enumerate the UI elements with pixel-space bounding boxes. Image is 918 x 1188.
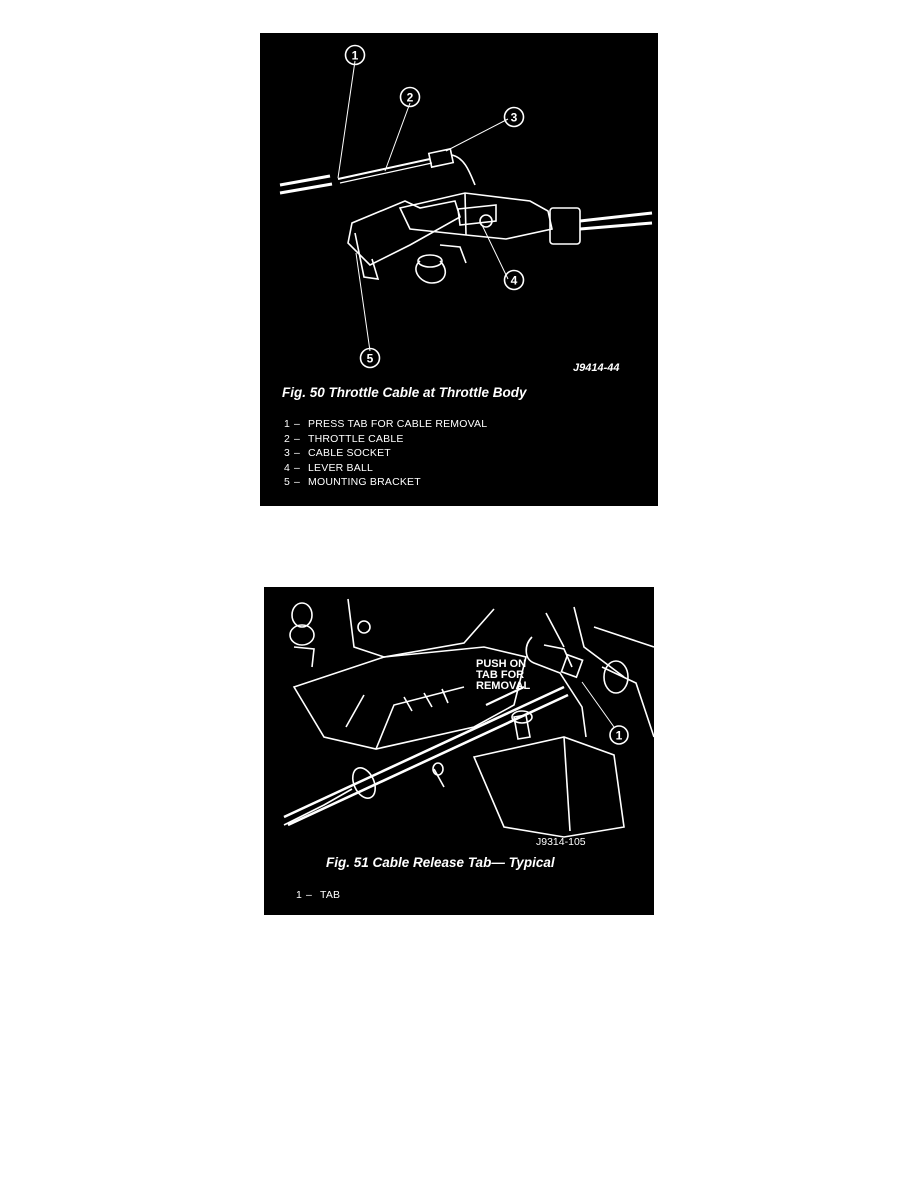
callout-2: 2 xyxy=(406,90,414,105)
legend-text: THROTTLE CABLE xyxy=(308,432,404,445)
figure-50-legend xyxy=(284,417,487,490)
callout-4: 4 xyxy=(510,273,518,288)
legend-number: 1 xyxy=(296,889,303,901)
throttle-body-illustration xyxy=(260,33,658,373)
legend-number: 2 xyxy=(284,432,291,445)
legend-dash: – xyxy=(294,432,301,445)
legend-number: 1 xyxy=(284,418,291,430)
callout-1: 1 xyxy=(351,48,359,63)
legend-dash: – xyxy=(294,461,301,474)
figure-50-panel xyxy=(260,33,658,506)
legend-dash: – xyxy=(294,418,301,430)
push-tab-label-line-2: TAB FOR xyxy=(476,669,525,681)
legend-text: TAB xyxy=(320,889,341,901)
figure-51-caption: Fig. 51 Cable Release Tab— Typical xyxy=(326,855,555,870)
legend-dash: – xyxy=(294,447,301,460)
legend-item xyxy=(284,446,487,461)
figure-reference-code: J9414-44 xyxy=(573,362,620,373)
push-tab-label-line-3: REMOVAL xyxy=(476,680,531,692)
callout-5: 5 xyxy=(366,351,374,366)
legend-item xyxy=(284,432,487,447)
legend-text: LEVER BALL xyxy=(308,461,374,474)
legend-dash: – xyxy=(306,889,313,901)
push-tab-label-line-1: PUSH ON xyxy=(476,658,527,670)
callout-3: 3 xyxy=(510,110,518,125)
legend-number: 4 xyxy=(284,461,291,474)
cable-release-tab-illustration xyxy=(264,587,654,852)
figure-reference-code: J9314-105 xyxy=(536,836,586,848)
legend-item xyxy=(284,417,487,432)
legend-text: MOUNTING BRACKET xyxy=(308,476,421,489)
legend-item xyxy=(296,888,340,903)
legend-dash: – xyxy=(294,476,301,489)
legend-text: PRESS TAB FOR CABLE REMOVAL xyxy=(308,418,488,430)
legend-number: 3 xyxy=(284,447,291,460)
legend-number: 5 xyxy=(284,476,291,489)
legend-item xyxy=(284,461,487,476)
legend-text: CABLE SOCKET xyxy=(308,447,391,460)
figure-51-panel xyxy=(264,587,654,915)
callout-1: 1 xyxy=(615,728,623,743)
legend-item xyxy=(284,475,487,490)
figure-51-legend xyxy=(296,888,340,903)
figure-50-caption: Fig. 50 Throttle Cable at Throttle Body xyxy=(282,385,527,400)
